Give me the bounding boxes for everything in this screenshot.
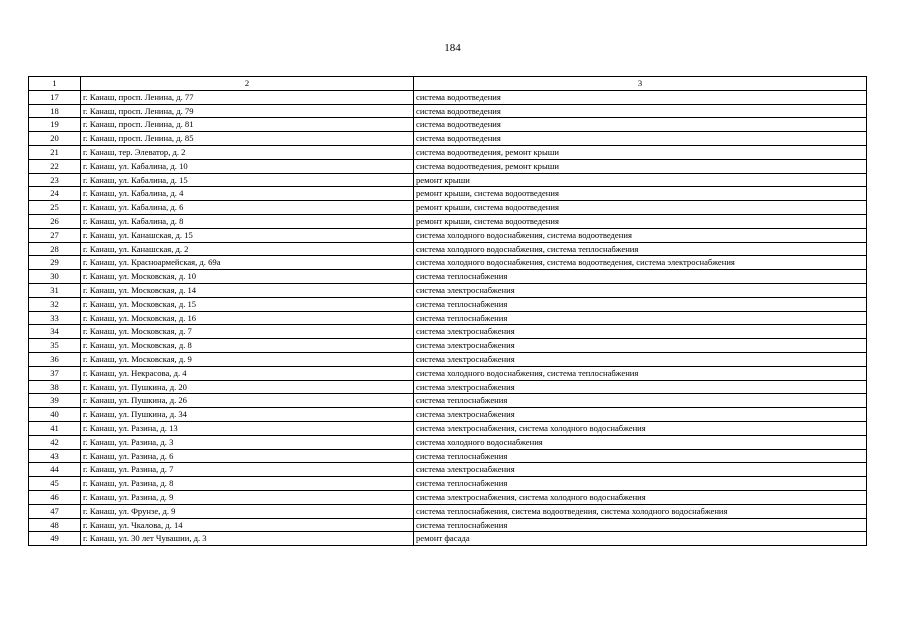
table-row (29, 366, 867, 380)
table-row (29, 90, 867, 104)
address-cell: г. Канаш, ул. 30 лет Чувашии, д. 3 (81, 532, 414, 546)
table-row (29, 394, 867, 408)
address-cell: г. Канаш, ул. Московская, д. 8 (81, 339, 414, 353)
address-cell: г. Канаш, ул. Некрасова, д. 4 (81, 366, 414, 380)
address-cell: г. Канаш, ул. Красноармейская, д. 69а (81, 256, 414, 270)
table-row (29, 118, 867, 132)
works-cell: система водоотведения, ремонт крыши (414, 145, 867, 159)
row-number-cell: 29 (29, 256, 81, 270)
table-row (29, 283, 867, 297)
address-cell: г. Канаш, ул. Кабалина, д. 15 (81, 173, 414, 187)
address-cell: г. Канаш, ул. Кабалина, д. 8 (81, 214, 414, 228)
works-cell: система холодного водоснабжения, система теплоснабжения (414, 242, 867, 256)
row-number-cell: 22 (29, 159, 81, 173)
table-row (29, 132, 867, 146)
row-number-cell: 21 (29, 145, 81, 159)
table-row (29, 325, 867, 339)
works-cell: ремонт крыши, система водоотведения (414, 214, 867, 228)
row-number-cell: 31 (29, 283, 81, 297)
table-row (29, 297, 867, 311)
address-cell: г. Канаш, ул. Московская, д. 7 (81, 325, 414, 339)
works-cell: ремонт крыши (414, 173, 867, 187)
address-cell: г. Канаш, ул. Кабалина, д. 6 (81, 201, 414, 215)
row-number-cell: 42 (29, 435, 81, 449)
row-number-cell: 43 (29, 449, 81, 463)
row-number-cell: 39 (29, 394, 81, 408)
table-row (29, 228, 867, 242)
works-cell: система электроснабжения (414, 463, 867, 477)
works-cell: система теплоснабжения (414, 311, 867, 325)
address-cell: г. Канаш, ул. Московская, д. 14 (81, 283, 414, 297)
works-cell: система водоотведения (414, 104, 867, 118)
address-cell: г. Канаш, ул. Канашская, д. 15 (81, 228, 414, 242)
address-cell: г. Канаш, ул. Пушкина, д. 20 (81, 380, 414, 394)
works-cell: система электроснабжения (414, 380, 867, 394)
table-row (29, 532, 867, 546)
works-cell: система теплоснабжения (414, 270, 867, 284)
row-number-cell: 36 (29, 352, 81, 366)
row-number-cell: 28 (29, 242, 81, 256)
address-cell: г. Канаш, просп. Ленина, д. 81 (81, 118, 414, 132)
table-row (29, 242, 867, 256)
table-row (29, 449, 867, 463)
row-number-cell: 49 (29, 532, 81, 546)
works-cell: система электроснабжения (414, 325, 867, 339)
address-cell: г. Канаш, ул. Разина, д. 13 (81, 421, 414, 435)
row-number-cell: 40 (29, 408, 81, 422)
table-row (29, 477, 867, 491)
column-header-works: 3 (414, 77, 867, 91)
row-number-cell: 20 (29, 132, 81, 146)
works-cell: система теплоснабжения, система водоотведения, система холодного водоснабжения (414, 504, 867, 518)
works-cell: система электроснабжения (414, 352, 867, 366)
row-number-cell: 30 (29, 270, 81, 284)
table-body (29, 77, 867, 546)
works-cell: ремонт крыши, система водоотведения (414, 201, 867, 215)
table-row (29, 173, 867, 187)
row-number-cell: 27 (29, 228, 81, 242)
row-number-cell: 37 (29, 366, 81, 380)
row-number-cell: 17 (29, 90, 81, 104)
row-number-cell: 23 (29, 173, 81, 187)
table-row (29, 352, 867, 366)
address-cell: г. Канаш, ул. Кабалина, д. 10 (81, 159, 414, 173)
works-cell: ремонт крыши, система водоотведения (414, 187, 867, 201)
address-cell: г. Канаш, ул. Московская, д. 10 (81, 270, 414, 284)
address-cell: г. Канаш, ул. Кабалина, д. 4 (81, 187, 414, 201)
row-number-cell: 47 (29, 504, 81, 518)
row-number-cell: 41 (29, 421, 81, 435)
table-row (29, 145, 867, 159)
address-cell: г. Канаш, ул. Московская, д. 15 (81, 297, 414, 311)
works-cell: система электроснабжения (414, 339, 867, 353)
works-cell: система водоотведения (414, 132, 867, 146)
works-cell: система электроснабжения, система холодного водоснабжения (414, 421, 867, 435)
row-number-cell: 34 (29, 325, 81, 339)
table-row (29, 256, 867, 270)
works-cell: система холодного водоснабжения (414, 435, 867, 449)
works-cell: система теплоснабжения (414, 297, 867, 311)
address-cell: г. Канаш, просп. Ленина, д. 85 (81, 132, 414, 146)
table-row (29, 504, 867, 518)
row-number-cell: 38 (29, 380, 81, 394)
table-row (29, 339, 867, 353)
column-header-number: 1 (29, 77, 81, 91)
works-cell: система теплоснабжения (414, 477, 867, 491)
works-cell: система теплоснабжения (414, 518, 867, 532)
address-cell: г. Канаш, ул. Канашская, д. 2 (81, 242, 414, 256)
works-cell: система электроснабжения (414, 408, 867, 422)
works-cell: система водоотведения (414, 90, 867, 104)
table-row (29, 463, 867, 477)
address-cell: г. Канаш, ул. Чкалова, д. 14 (81, 518, 414, 532)
row-number-cell: 18 (29, 104, 81, 118)
row-number-cell: 26 (29, 214, 81, 228)
row-number-cell: 25 (29, 201, 81, 215)
row-number-cell: 46 (29, 490, 81, 504)
table-row (29, 159, 867, 173)
works-cell: система холодного водоснабжения, система водоотведения, система электроснабжения (414, 256, 867, 270)
table-row (29, 187, 867, 201)
row-number-cell: 33 (29, 311, 81, 325)
works-cell: система холодного водоснабжения, система теплоснабжения (414, 366, 867, 380)
table-row (29, 201, 867, 215)
works-cell: система электроснабжения (414, 283, 867, 297)
works-cell: ремонт фасада (414, 532, 867, 546)
works-cell: система холодного водоснабжения, система водоотведения (414, 228, 867, 242)
table-row (29, 408, 867, 422)
row-number-cell: 45 (29, 477, 81, 491)
address-cell: г. Канаш, ул. Разина, д. 3 (81, 435, 414, 449)
works-cell: система водоотведения, ремонт крыши (414, 159, 867, 173)
column-header-address: 2 (81, 77, 414, 91)
row-number-cell: 24 (29, 187, 81, 201)
row-number-cell: 19 (29, 118, 81, 132)
table-row (29, 421, 867, 435)
address-cell: г. Канаш, просп. Ленина, д. 77 (81, 90, 414, 104)
row-number-cell: 35 (29, 339, 81, 353)
table-row (29, 380, 867, 394)
address-cell: г. Канаш, ул. Пушкина, д. 34 (81, 408, 414, 422)
table-row (29, 214, 867, 228)
repair-table (28, 76, 867, 546)
address-cell: г. Канаш, ул. Разина, д. 7 (81, 463, 414, 477)
row-number-cell: 44 (29, 463, 81, 477)
row-number-cell: 32 (29, 297, 81, 311)
table-row (29, 311, 867, 325)
works-cell: система теплоснабжения (414, 449, 867, 463)
table-row (29, 490, 867, 504)
works-cell: система водоотведения (414, 118, 867, 132)
address-cell: г. Канаш, ул. Московская, д. 9 (81, 352, 414, 366)
address-cell: г. Канаш, ул. Разина, д. 6 (81, 449, 414, 463)
page-number: 184 (444, 42, 461, 54)
works-cell: система теплоснабжения (414, 394, 867, 408)
table-row (29, 518, 867, 532)
table-row (29, 104, 867, 118)
address-cell: г. Канаш, ул. Разина, д. 8 (81, 477, 414, 491)
works-cell: система электроснабжения, система холодного водоснабжения (414, 490, 867, 504)
address-cell: г. Канаш, ул. Разина, д. 9 (81, 490, 414, 504)
row-number-cell: 48 (29, 518, 81, 532)
address-cell: г. Канаш, ул. Пушкина, д. 26 (81, 394, 414, 408)
address-cell: г. Канаш, тер. Элеватор, д. 2 (81, 145, 414, 159)
address-cell: г. Канаш, ул. Фрунзе, д. 9 (81, 504, 414, 518)
address-cell: г. Канаш, просп. Ленина, д. 79 (81, 104, 414, 118)
table-header-row (29, 77, 867, 91)
table-row (29, 435, 867, 449)
address-cell: г. Канаш, ул. Московская, д. 16 (81, 311, 414, 325)
table-row (29, 270, 867, 284)
